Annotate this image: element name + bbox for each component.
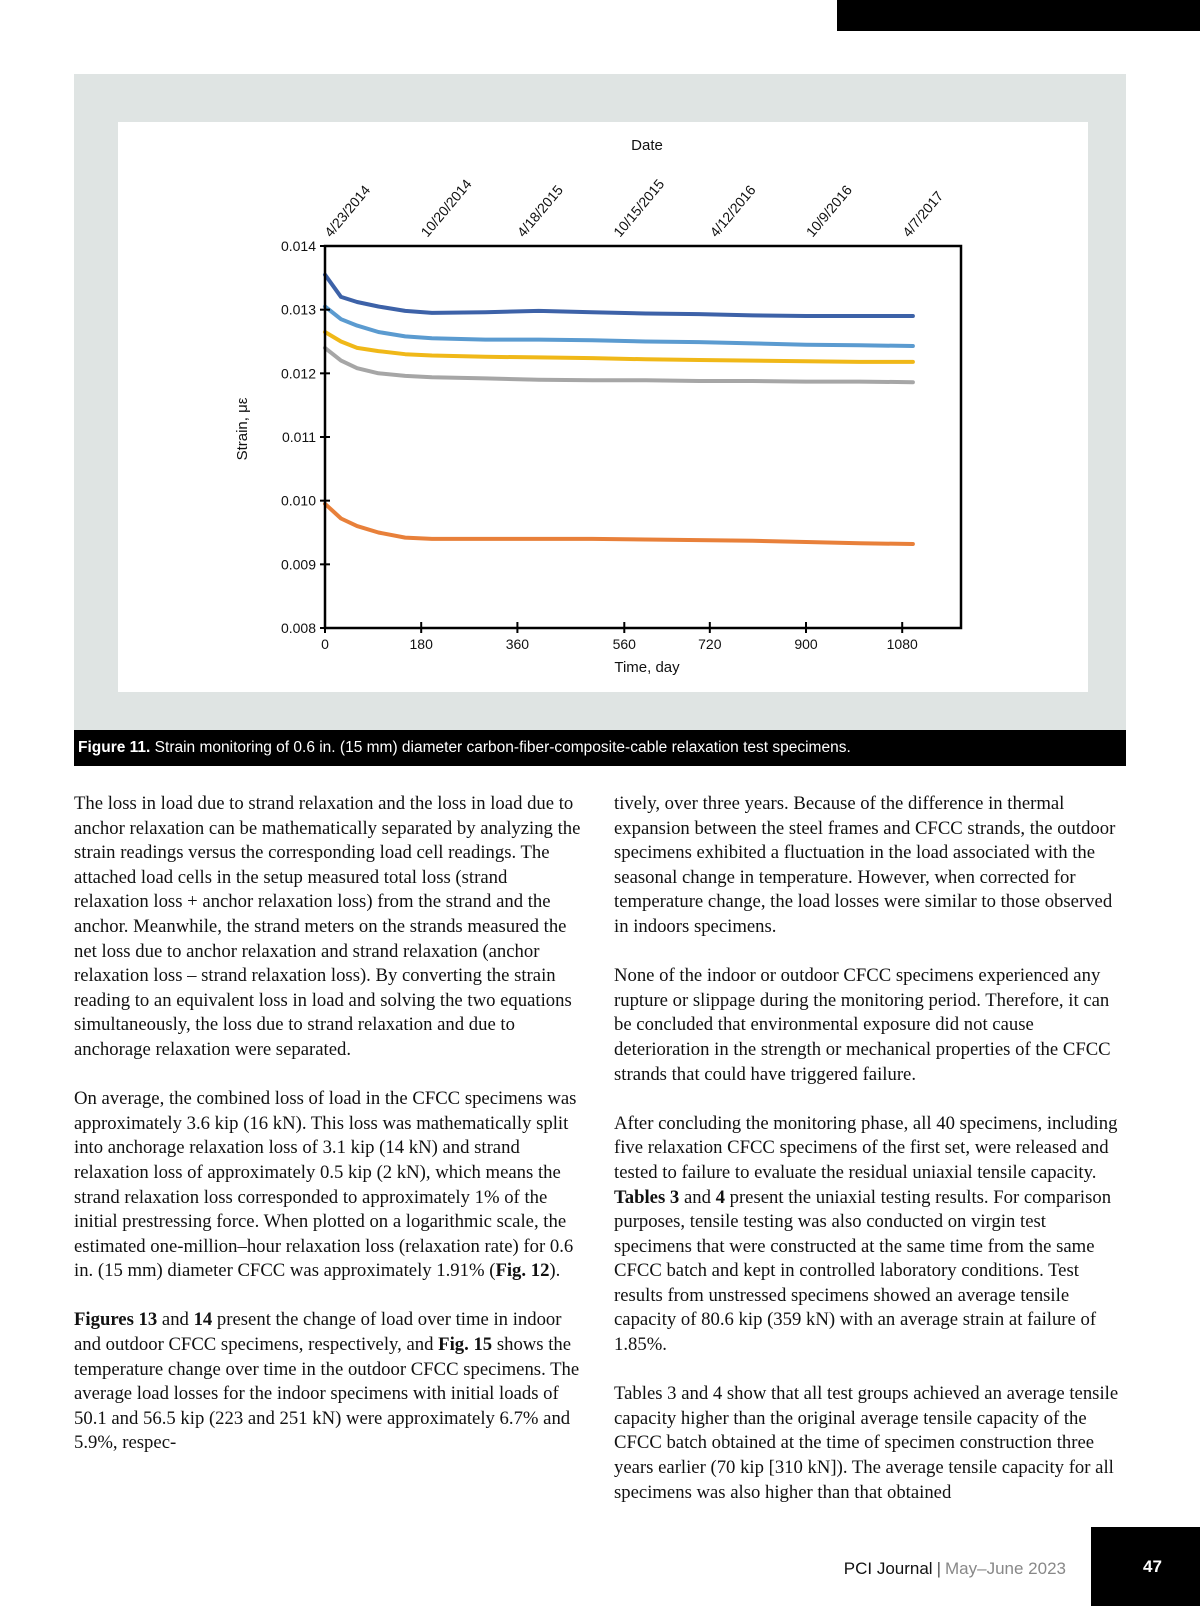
paragraph: tively, over three years. Because of the difference in thermal expansion between the steel frames and CFCC strands, the outdoor specimens exhibited a fluctuation in the load associated with the seasonal change in temperature. However, when corrected for temperature change, the load losses were similar to those observed in indoors specimens. [614,793,1116,937]
x-tick-label: 180 [409,636,433,652]
plot-frame [325,246,961,628]
top-date-label: 4/12/2016 [706,181,759,240]
x-tick-label: 360 [505,636,530,652]
y-tick-label: 0.011 [282,429,316,445]
x-tick-label: 560 [612,636,636,652]
figure-ref: Fig. 12 [495,1260,550,1282]
paragraph: On average, the combined loss of load in the CFCC specimens was approximately 3.6 kip (16 kN). This loss was mathematically split into anchorage relaxation loss of 3.1 kip (14 kN) and strand relaxation loss of approximately 0.5 kip (2 kN), which means the strand relaxation loss corresponded to approximately 1% of the initial prestressing force. When plotted on a logarithmic scale, the estimated one-million–hour relaxation loss (relaxation rate) for 0.6 in. (15 mm) diameter CFCC was approximately 1.91% (Fig. 12). [74,1088,577,1282]
series-line-0 [325,275,913,316]
top-date-label: 4/7/2017 [899,187,947,240]
x-tick-label: 720 [698,636,722,652]
paragraph: The loss in load due to strand relaxation and the loss in load due to anchor relaxation can be mathematically separated by analyzing the strain readings versus the corresponding load cell readings. The attached load cells in the setup measured total loss (strand relaxation loss + anchor relaxation loss) from the strand and the anchor. Meanwhile, the strand meters on the strands measured the net loss due to anchor relaxation and strand relaxation (anchor relaxation loss – strand relaxation loss). By converting the strain reading to an equivalent loss in load and solving the two equations simultaneously, the loss due to strand relaxation and due to anchorage relaxation were separated. [74,793,581,1060]
table-ref: 4 [715,1186,725,1208]
footer-journal [844,1559,1066,1579]
y-tick-label: 0.012 [280,365,316,382]
top-date-label: 10/15/2015 [610,175,668,240]
x-tick-label: 0 [321,636,329,652]
journal-name: PCI Journal [843,1559,933,1578]
paragraph: Tables 3 and 4 show that all test groups achieved an average tensile capacity higher than the original average tensile capacity of the CFCC batch obtained at the time of specimen construction three years earlier (70 kip [310 kN]). The average tensile capacity for all specimens was also higher than that obtained [614,1383,1119,1503]
chart-container [118,122,1088,692]
y-tick-label: 0.013 [280,301,316,318]
top-date-label: 4/23/2014 [321,181,374,240]
y-axis-title: Strain, με [234,397,251,461]
x-tick-label: 900 [794,636,818,652]
right-column [614,792,1124,1530]
series-line-4 [325,504,913,544]
top-axis-title: Date [631,137,663,154]
figure-ref: Figures 13 [74,1309,158,1331]
figure-ref: 14 [193,1309,213,1331]
page-number: 47 [1091,1527,1200,1606]
left-column [74,792,584,1481]
strain-chart [118,122,1088,692]
table-ref: Tables 3 [614,1186,680,1208]
y-tick-label: 0.010 [280,492,316,509]
paragraph: None of the indoor or outdoor CFCC specimens experienced any rupture or slippage during the monitoring period. Therefore, it can be concluded that environmental exposure did not cause deterioration in the strength or mechanical properties of the CFCC strands that could have triggered failure. [614,965,1111,1085]
top-date-label: 4/18/2015 [513,181,567,240]
figure-ref: Fig. 15 [438,1334,493,1356]
x-tick-label: 1080 [886,636,918,652]
issue-date: May–June 2023 [945,1559,1066,1578]
paragraph: Figures 13 and 14 present the change of load over time in indoor and outdoor CFCC specimens, respectively, and Fig. 15 shows the temperature change over time in the outdoor CFCC specimens. The average load losses for the indoor specimens with initial loads of 50.1 and 56.5 kip (223 and 251 kN) were approximately 6.7% and 5.9%, respec- [74,1309,580,1454]
caption-label: Figure 11. [78,739,151,756]
paragraph: After concluding the monitoring phase, all 40 specimens, including five relaxation CFCC specimens of the first set, were released and tested to failure to evaluate the residual uniaxial tensile capacity. Tables 3 and 4 present the uniaxial testing results. For comparison purposes, tensile testing was also conducted on virgin test specimens that were constructed at the same time from the same CFCC batch and kept in controlled laboratory conditions. Test results from unstressed specimens showed an average tensile capacity of 80.6 kip (359 kN) with an average strain at failure of 1.85%. [614,1112,1118,1356]
y-tick-label: 0.008 [280,620,316,636]
top-date-label: 10/20/2014 [417,175,475,240]
footer-separator: | [936,1559,942,1578]
figure-caption [74,730,1126,766]
top-date-label: 10/9/2016 [802,181,856,240]
header-bar [837,0,1200,31]
caption-text: Strain monitoring of 0.6 in. (15 mm) diameter carbon-fiber-composite-cable relaxation test specimens. [150,739,851,756]
x-axis-title: Time, day [614,659,680,676]
y-tick-label: 0.009 [280,556,316,573]
y-tick-label: 0.014 [280,238,316,254]
